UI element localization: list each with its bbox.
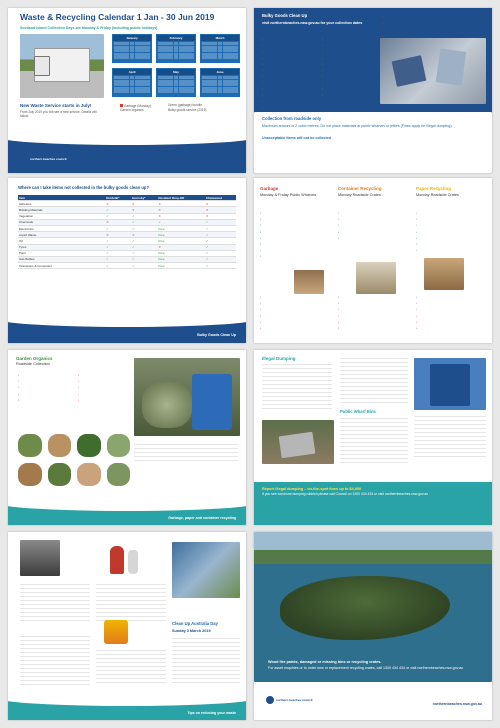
- page-7-wave: [8, 698, 246, 720]
- table-cell-value: ✓: [105, 256, 131, 262]
- roadside-body: Maximum amount is 2 cubic metres. Do not place materials at public wharves or jetties (Fines apply for illegal dumping).: [262, 124, 453, 128]
- bulky-not-accepted-list: [382, 14, 482, 39]
- paper-photo: [424, 258, 464, 290]
- table-cell-value: Free: [157, 238, 205, 244]
- recycling-photo: [172, 542, 240, 598]
- report-banner: [254, 482, 492, 525]
- garden-yes-list: [18, 372, 72, 403]
- table-cell-value: ✕: [131, 201, 157, 207]
- table-cell-value: ✓: [131, 244, 157, 250]
- page-1-calendar: [8, 8, 246, 173]
- garbage-title: Garbage: [260, 186, 279, 191]
- page-3-footer: Bulky Goods Clean Up: [197, 332, 236, 337]
- table-cell-value: ✓: [131, 225, 157, 231]
- garbage-photo: [294, 270, 324, 294]
- table-cell-value: ✓: [105, 213, 131, 219]
- table-cell-value: ✕: [205, 213, 236, 219]
- reduce-body-3: [20, 636, 90, 686]
- table-cell-value: Free: [157, 256, 205, 262]
- reduce-body-2: [96, 584, 166, 624]
- table-cell-value: ✕: [205, 201, 236, 207]
- table-cell-value: ✓: [105, 250, 131, 256]
- table-cell-value: Free: [157, 250, 205, 256]
- back-cover-caption: Wood fire paints, damaged or missing bins or recycling crates.: [268, 660, 382, 664]
- table-cell-value: ✓: [131, 238, 157, 244]
- table-cell-value: ✕: [205, 207, 236, 213]
- wharf-bins-body: [340, 418, 408, 464]
- table-cell-item: Chemicals: [18, 219, 105, 225]
- back-cover-caption-2: For asset enquiries or to order new or replacement recycling crates, call 1300 434 434 or visit northernbeaches.nsw.gov.au: [268, 666, 464, 670]
- table-cell-value: ✕: [131, 232, 157, 238]
- gas-bottle-icon: [110, 546, 124, 574]
- table-cell-value: ✓: [205, 250, 236, 256]
- back-cover-logo: [266, 696, 313, 704]
- new-service-body: From July 2019 you will see a new service. Details will follow.: [20, 110, 97, 118]
- calendar-january: January: [112, 34, 152, 63]
- container-no-list: [338, 294, 339, 331]
- page-3-disposal-table: [8, 178, 246, 343]
- table-cell-value: ✕: [105, 232, 131, 238]
- tv-icon-group: [20, 540, 60, 576]
- legend-bulky: Bulky goods service (2019): [168, 108, 207, 112]
- page-3-wave: [8, 319, 246, 343]
- dumping-col2: [340, 358, 408, 406]
- table-cell-value: ✓: [205, 256, 236, 262]
- table-cell-value: Free: [157, 232, 205, 238]
- bulky-goods-intro: visit northernbeaches.nsw.gov.au for your collection dates: [262, 21, 363, 25]
- back-cover-logo-text: northern beaches council: [276, 697, 313, 702]
- clipping-icon: [18, 463, 42, 486]
- table-cell-item: Liquid Waste: [18, 232, 105, 238]
- clipping-icon: [77, 434, 101, 457]
- photo-item-box-2: [436, 48, 466, 85]
- table-cell-item: Building Materials: [18, 207, 105, 213]
- paper-column: [416, 186, 488, 336]
- clipping-icon: [48, 463, 72, 486]
- col-kimbriki: Kimbriki*: [105, 195, 131, 201]
- new-service-heading: New Waste Service starts in July!: [20, 103, 92, 108]
- bulky-goods-heading: Bulky Goods Clean Up: [262, 13, 308, 18]
- table-cell-value: ✓: [205, 219, 236, 225]
- table-cell-value: ✕: [131, 207, 157, 213]
- table-cell-value: ✓: [131, 213, 157, 219]
- table-cell-value: ✓: [105, 238, 131, 244]
- roadside-info-box: [254, 112, 492, 173]
- table-cell-value: ✓: [131, 219, 157, 225]
- page-2-bulky-goods: [254, 8, 492, 173]
- garbage-no-list: [260, 294, 261, 331]
- clipping-icon: [18, 434, 42, 457]
- page-4-bins: [254, 178, 492, 343]
- table-cell-value: ✕: [157, 201, 205, 207]
- page-8-back-cover: [254, 532, 492, 720]
- table-cell-item: Vegetation: [18, 213, 105, 219]
- table-cell-value: Free: [157, 225, 205, 231]
- table-cell-value: ✓: [131, 250, 157, 256]
- garbage-list: [260, 210, 261, 260]
- calendar-june: June: [200, 68, 240, 97]
- table-cell-value: ✓: [105, 244, 131, 250]
- dumping-heading: Illegal Dumping: [262, 356, 296, 361]
- page-7-reduce-waste: [8, 532, 246, 720]
- clipping-icon: [107, 434, 131, 457]
- table-cell-value: ✓: [157, 219, 205, 225]
- dumped-item: [279, 432, 316, 459]
- disposal-heading: Where can I take items not collected in the bulky goods clean up?: [18, 185, 150, 190]
- table-cell-item: Televisions & Computers: [18, 263, 105, 269]
- page-7-footer: Tips on reducing your waste: [187, 710, 236, 715]
- report-banner-body: If you see someone dumping rubbish please call Council on 1300 434 434 or visit northernbeaches.nsw.gov.au: [262, 492, 428, 497]
- calendar-april: April: [112, 68, 152, 97]
- paper-title: Paper Recycling: [416, 186, 452, 191]
- roadside-title: Collection from roadside only: [262, 116, 322, 121]
- garden-bins-photo: [134, 358, 240, 436]
- wharf-bins-note: [414, 416, 486, 460]
- garden-heading: Garden Organics: [16, 356, 53, 361]
- truck-cab: [34, 56, 50, 76]
- page-1-wave: [8, 137, 246, 173]
- table-cell-value: ✕: [105, 201, 131, 207]
- paper-list: [416, 210, 417, 253]
- wharf-bins-photo: [414, 358, 486, 410]
- cleanup-body: [172, 638, 240, 684]
- calendar-title: Waste & Recycling Calendar 1 Jan - 30 Jun 2019: [20, 12, 215, 22]
- garden-sub: Roadside Collection: [16, 362, 50, 366]
- table-cell-value: ✓: [205, 232, 236, 238]
- report-banner-title: Report illegal dumping – on-the-spot fines up to $4,000: [262, 487, 362, 491]
- garbage-truck-photo: [20, 34, 104, 98]
- container-sub: Monday Roadside Crates: [338, 193, 381, 197]
- table-cell-value: ✓: [205, 263, 236, 269]
- bulky-accepted-list-2: [322, 36, 378, 98]
- page-5-garden-organics: [8, 350, 246, 525]
- legend-bundle: Green (garbage) bundle: [168, 103, 203, 107]
- page-5-footer: Garbage, paper and container recycling: [168, 515, 236, 520]
- table-cell-item: Tyres: [18, 244, 105, 250]
- garbage-column: [260, 186, 332, 336]
- bulky-goods-photo: [380, 38, 486, 104]
- bulky-accepted-list: [262, 36, 322, 110]
- table-cell-value: ✓: [205, 244, 236, 250]
- table-cell-item: Oil: [18, 238, 105, 244]
- paper-no-list: [416, 294, 417, 331]
- legend-garbage: Garbage (Monday): [120, 104, 151, 109]
- table-cell-value: ✓: [105, 207, 131, 213]
- reduce-body-1: [20, 584, 90, 624]
- container-photo: [356, 262, 396, 294]
- col-chatswood: Chatswood: [205, 195, 236, 201]
- table-cell-value: ✓: [131, 263, 157, 269]
- table-cell-value: ✕: [105, 219, 131, 225]
- table-cell-value: ✓: [131, 256, 157, 262]
- table-cell-value: ✕: [157, 213, 205, 219]
- disposal-table: [18, 195, 236, 269]
- garden-no-list: [78, 372, 132, 403]
- calendar-subtitle: Scotland Island Collection Days are Monday & Friday (including public holidays): [20, 26, 158, 30]
- paper-sub: Monday Roadside Crates: [416, 193, 459, 197]
- council-logo-mark: [266, 696, 274, 704]
- blue-bin: [192, 374, 232, 430]
- cleanup-heading: Clean Up Australia Day: [172, 621, 218, 626]
- battery-icon: [104, 620, 128, 644]
- clippings-pile: [142, 382, 192, 428]
- clipping-icon: [48, 434, 72, 457]
- container-list: [338, 210, 339, 241]
- table-cell-value: Free: [157, 263, 205, 269]
- col-dropoff: Resident Drop-Off: [157, 195, 205, 201]
- roadside-warning: Unacceptable items will not be collected: [262, 136, 331, 140]
- cleanup-date: Sunday 3 March 2019: [172, 629, 211, 633]
- table-cell-value: ✓: [205, 238, 236, 244]
- photo-item-box: [392, 55, 427, 87]
- garden-clippings-grid: [18, 434, 130, 486]
- col-hornsby: Hornsby*: [131, 195, 157, 201]
- table-cell-value: ✕: [157, 207, 205, 213]
- garden-note: [134, 444, 238, 464]
- col-item: Item: [18, 195, 105, 201]
- fire-extinguisher-icon: [128, 550, 138, 574]
- table-cell-item: Gas Bottles: [18, 256, 105, 262]
- table-cell-item: Electronics: [18, 225, 105, 231]
- reduce-body-4: [96, 650, 166, 686]
- garbage-sub: Monday & Friday Public Wharves: [260, 193, 317, 197]
- table-cell-item: Asbestos: [18, 201, 105, 207]
- dumping-body: [262, 364, 332, 412]
- container-column: [338, 186, 410, 336]
- calendar-may: May: [156, 68, 196, 97]
- wharf-bins-heading: Public Wharf Bins: [340, 409, 376, 414]
- table-row: [18, 263, 236, 269]
- table-cell-value: ✕: [157, 244, 205, 250]
- table-cell-value: ✓: [105, 225, 131, 231]
- calendar-february: February: [156, 34, 196, 63]
- container-title: Container Recycling: [338, 186, 382, 191]
- calendar-march: March: [200, 34, 240, 63]
- clipping-icon: [77, 463, 101, 486]
- island-shape: [280, 576, 450, 640]
- far-shore: [254, 550, 492, 564]
- page-5-wave: [8, 503, 246, 525]
- clipping-icon: [107, 463, 131, 486]
- legend-organics: Garden organics: [120, 108, 144, 112]
- council-logo-text: northern beaches council: [30, 157, 67, 161]
- page-6-illegal-dumping: [254, 350, 492, 525]
- table-cell-value: ✓: [205, 225, 236, 231]
- table-cell-value: ✓: [105, 263, 131, 269]
- back-cover-url[interactable]: northernbeaches.nsw.gov.au: [432, 702, 482, 706]
- dumping-photo: [262, 420, 334, 464]
- table-cell-item: Paint: [18, 250, 105, 256]
- wharf-bin: [430, 364, 470, 406]
